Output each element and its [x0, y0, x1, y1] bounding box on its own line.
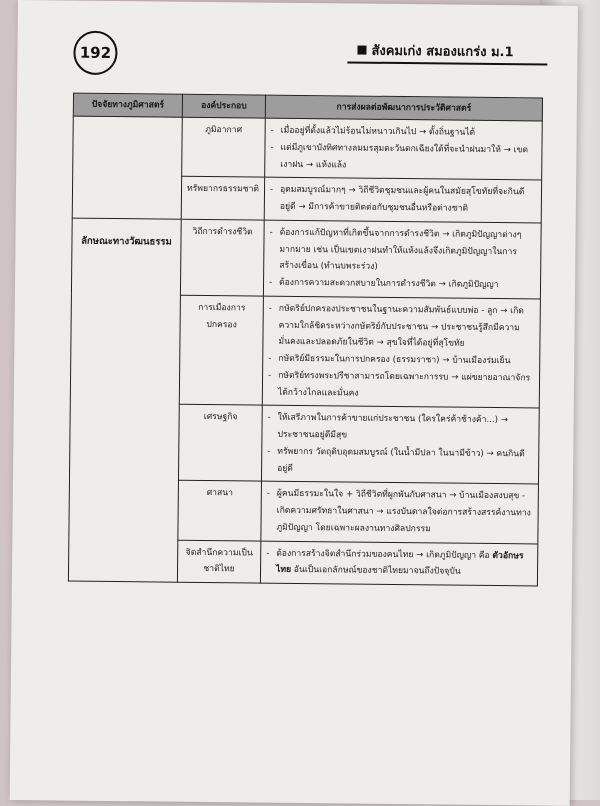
effect-tail: อันเป็นเอกลักษณ์ของชาติไทยมาจนถึงปัจจุบัน	[291, 565, 461, 577]
geography-table	[68, 93, 543, 587]
header-component: องค์ประกอบ	[182, 94, 265, 118]
effect-cell	[263, 220, 541, 299]
effect-item: - กษัตริย์ทรงพระปรีชาสามารถโดยเฉพาะการรบ → แผ่ขยายอาณาจักรได้กว้างไกลและมั่นคง	[268, 367, 534, 403]
running-head	[357, 40, 513, 63]
header-rule	[347, 61, 547, 65]
effect-cell	[262, 296, 540, 408]
effect-bold: ตัวอักษรไทย	[276, 550, 524, 576]
component-cell: วิถีการดำรงชีวิต	[180, 219, 264, 296]
effect-item	[266, 545, 532, 581]
effect-item: - ให้เสรีภาพในการค้าขายแก่ประชาชน (ใครใคร่ค้าช้างค้า...) → ประชาชนอยู่ดีมีสุข	[267, 410, 533, 446]
effect-item: - ทรัพยากร วัตถุดิบอุดมสมบูรณ์ (ในน้ำมีปลา ในนามีข้าว) → คนกินดีอยู่ดี	[267, 443, 533, 479]
effect-cell	[261, 405, 539, 484]
effect-item: - ผู้คนมีธรรมะในใจ + วิถีชีวิตที่ผูกพันกับศาสนา → บ้านเมืองสงบสุข - เกิดความศรัทธาในศาสนา → แรงบันดาลใจต่อการสร้างสรรค์งานทางภูมิปัญญา โดยเฉพาะผลงานทางศิลปกรรม	[266, 486, 532, 539]
component-cell: ทรัพยากรธรรมชาติ	[181, 176, 264, 219]
effect-item: - ต้องการแก้ปัญหาที่เกิดขึ้นจากการดำรงชีวิต → เกิดภูมิปัญญาต่างๆ มากมาย เช่น เป็นเขตเงาฝนทำให้แห้งแล้งจึงเกิดภูมิปัญญาในการสร้างเขื่อน (ทำนบพระร่วง)	[269, 224, 535, 277]
effect-cell	[265, 118, 543, 180]
component-cell: จิตสำนึกความเป็นชาติไทย	[177, 540, 260, 583]
effect-item: - เมื่ออยู่ที่ตั้งแล้วไม่ร้อนไม่หนาวเกินไป → ตั้งถิ่นฐานได้	[271, 123, 537, 143]
square-bullet-icon	[357, 46, 366, 55]
empty-factor-cell	[72, 116, 182, 219]
book-page	[10, 0, 578, 806]
effect-text: ต้องการสร้างจิตสำนึกร่วมของคนไทย → เกิดภูมิปัญญา คือ	[276, 548, 490, 561]
table-row	[71, 218, 541, 299]
effect-item: - กษัตริย์ปกครองประชาชนในฐานะความสัมพันธ์แบบพ่อ - ลูก → เกิดความใกล้ชิดระหว่างกษัตริย์กับประชาชน → ประชาชนรู้สึกมีความมั่นคงและปลอดภัยในชีวิต → สุขใจที่ได้อยู่ที่สุโขทัย	[268, 300, 534, 353]
component-cell: ภูมิอากาศ	[182, 117, 266, 177]
component-cell: ศาสนา	[178, 480, 262, 540]
component-cell: เศรษฐกิจ	[178, 404, 262, 481]
running-head-text: สังคมเก่ง สมองแกร่ง ม.1	[371, 43, 514, 61]
page-number: 192	[73, 31, 117, 75]
effect-item: - กษัตริย์มีธรรมะในการปกครอง (ธรรมราชา) → บ้านเมืองร่มเย็น	[268, 351, 534, 371]
effect-cell	[260, 541, 537, 586]
effect-cell	[264, 177, 541, 222]
table-row	[73, 116, 543, 180]
header-effect: การส่งผลต่อพัฒนาการประวัติศาสตร์	[265, 95, 542, 121]
effect-item: - อุดมสมบูรณ์มากๆ → วิถีชีวิตชุมชนและผู้คนในสมัยสุโขทัยที่จะกินดีอยู่ดี → มีการค้าขายติดต่อกับชุมชนอื่นหรือต่างชาติ	[270, 182, 536, 218]
effect-item: - ต้องการความสะดวกสบายในการดำรงชีวิต → เกิดภูมิปัญญา	[269, 275, 535, 295]
factor-cell-culture: ลักษณะทางวัฒนธรรม	[68, 218, 181, 582]
header-factor: ปัจจัยทางภูมิศาสตร์	[73, 93, 182, 117]
component-cell: การเมืองการปกครอง	[179, 295, 263, 405]
effect-cell	[261, 481, 539, 543]
effect-item: - แต่มีภูเขาบังทิศทางลมมรสุมตะวันตกเฉียงใต้ที่จะนำฝนมาให้ → เขตเงาฝน → แห้งแล้ง	[270, 139, 536, 175]
